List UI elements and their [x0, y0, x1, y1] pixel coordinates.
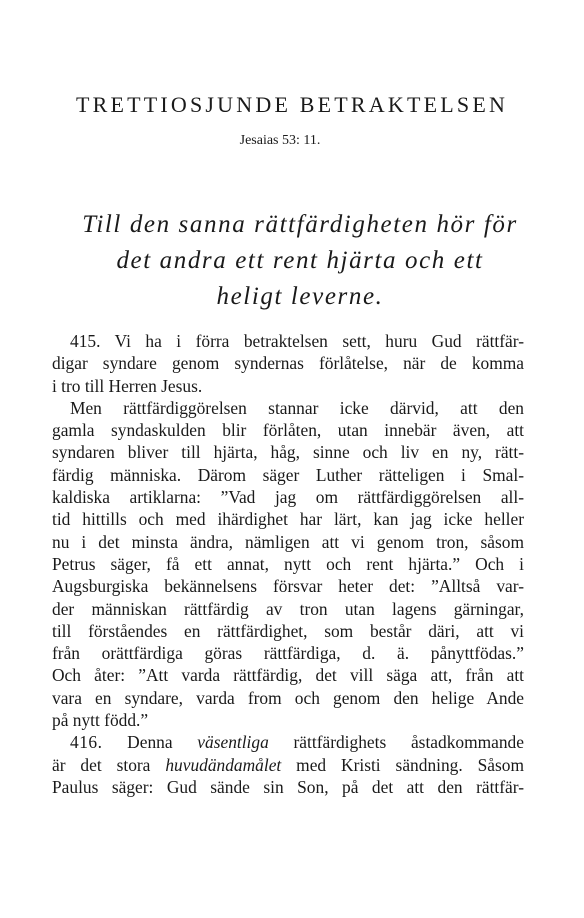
text-line: kaldiska artiklarna: ”Vad jag om rättfärdiggörelsen all- — [52, 487, 524, 508]
text-line — [52, 731, 524, 753]
text-line: Paulus säger: Gud sände sin Son, på det att den rättfär- — [52, 776, 524, 797]
heading-line: Till den sanna rättfärdigheten hör för — [82, 211, 518, 238]
chapter-title: TRETTIOSJUNDE BETRAKTELSEN — [75, 92, 509, 117]
text-line: på nytt född.” — [52, 710, 149, 731]
heading-line: det andra ett rent hjärta och ett — [116, 247, 484, 274]
text-fragment: är det stora — [52, 754, 166, 775]
paragraph-number: 416. — [70, 732, 103, 753]
text-line: tid hittills och med ihärdighet har lärt, kan jag icke heller — [52, 509, 524, 530]
text-line: färdig människa. Därom säger Luther rätteligen i Smal- — [52, 464, 524, 485]
text-line: vara en syndare, varda from och genom den helige Ande — [52, 687, 524, 708]
emphasis: väsentliga — [197, 732, 269, 753]
text-line: i tro till Herren Jesus. — [52, 375, 203, 396]
body-text — [52, 330, 524, 798]
text-line: Augsburgiska bekännelsens försvar heter det: ”Alltså var- — [52, 576, 524, 597]
text-line — [52, 754, 524, 776]
text-line: syndaren bliver till hjärta, håg, sinne och liv en ny, rätt- — [52, 442, 524, 463]
text-line: 415. Vi ha i förra betraktelsen sett, huru Gud rättfär- — [70, 331, 524, 351]
text-fragment: Denna — [127, 732, 198, 753]
text-line: Petrus säger, få ett annat, nytt och rent hjärta.” Och i — [52, 553, 524, 574]
heading-line: heligt leverne. — [216, 283, 384, 310]
text-line: nu i det minsta ändra, nämligen att vi genom tron, såsom — [52, 531, 524, 552]
text-line: Och åter: ”Att varda rättfärdig, det vill säga att, från att — [52, 665, 524, 686]
text-fragment: rättfärdighets åstadkommande — [268, 732, 524, 753]
section-heading — [40, 207, 560, 315]
text-line: der människan rättfärdig av tron utan lagens gärningar, — [52, 598, 524, 619]
emphasis: huvudändamålet — [165, 754, 282, 775]
text-line: gamla syndaskulden blir förlåten, utan innebär även, att — [52, 420, 524, 441]
text-fragment: med Kristi sändning. Såsom — [281, 754, 525, 775]
text-line: digar syndare genom syndernas förlåtelse, när de komma — [52, 353, 524, 374]
text-line: från orättfärdiga göras rättfärdiga, d. ä. pånyttfödas.” — [52, 643, 524, 664]
text-line: till förståendes en rättfärdighet, som består däri, att vi — [52, 620, 524, 641]
text-line: Men rättfärdiggörelsen stannar icke därvid, att den — [70, 397, 524, 418]
scripture-reference: Jesaias 53: 11. — [239, 133, 321, 148]
